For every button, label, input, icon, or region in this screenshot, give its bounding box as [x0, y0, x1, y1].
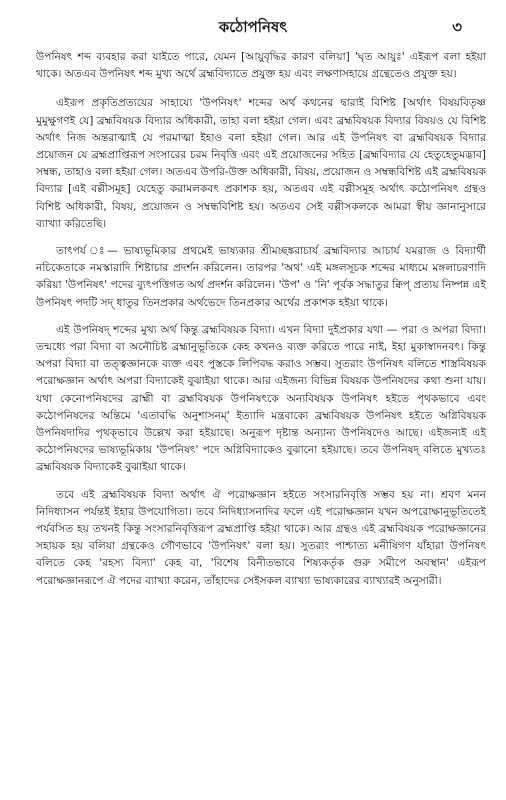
paragraph-continuation: উপনিষৎ শব্দ ব্যবহার করা যাইতে পারে, যেমন [আয়ুবৃদ্ধির কারণ বলিয়া] 'ঘৃত আয়ুঃ' এইরূপ বলা হইয়া থাকে। অতএব উপনিষৎ শব্দ মুখ্য অর্থে ব্রহ্মবিদ্যাতে প্রযুক্ত হয় এবং লক্ষণাসহায়ে গ্রন্থেতেও প্রযুক্ত হয়।	[36, 51, 486, 81]
page-number: ৩	[452, 18, 462, 36]
page-body	[36, 49, 486, 600]
page-header	[0, 16, 506, 40]
paragraph-bhashya-translation: এইরূপ প্রকৃতিপ্রত্যয়ের সাহায্যে 'উপনিষৎ' শব্দের অর্থ কথনের দ্বারাই বিশিষ্ট [অর্থাৎ বিষয়বিতৃষ্ণ মুমুক্ষুগণই যে] ব্রহ্মবিষয়ক বিদ্যার অধিকারী, তাহা বলা হইয়া গেল। এবং ব্রহ্মবিষয়ক বিদ্যার বিষয়ও যে বিশিষ্ট অর্থাৎ নিজ অন্তরাত্মাই যে পরমাত্মা ইহাও বলা হইয়া গেল। আর এই উপনিষৎ বা ব্রহ্মবিষয়ক বিদ্যার প্রয়োজন যে ব্রহ্মপ্রাপ্তিরূপ সংসারের চরম নিবৃত্তি এবং এই প্রয়োজনের সহিত [ব্রহ্মবিদ্যার যে হেতুহেতুমদ্ভাব] সম্বন্ধ, তাহাও বলা হইয়া গেল। অতএব উপরি-উক্ত অধিকারী, বিষয়, প্রয়োজন ও সম্বন্ধবিশিষ্ট এই ব্রহ্মবিষয়ক বিদ্যার [এই বল্লীসমূহ] যেহেতু করামলকবৎ প্রকাশক হয়, অতএব এই বল্লীসমূহ অর্থাৎ কঠোপনিষৎ গ্রন্থও বিশিষ্ট অধিকারী, বিষয়, প্রয়োজন ও সম্বন্ধবিশিষ্ট হয়। অতএব সেই বল্লীসকলকে আমরা স্বীয় জ্ঞানানুসারে ব্যাখ্যা করিতেছি।	[36, 97, 486, 230]
paragraph-conclusion: তবে এই ব্রহ্মবিষয়ক বিদ্যা অর্থাৎ ঐ পরোক্ষজ্ঞান হইতে সংসারনিবৃত্তি সম্ভব হয় না। শ্রবণ মনন নিদিধ্যাসন পর্যন্তই ইহার উপযোগিতা। তবে নিদিধ্যাসনাদির ফলে এই পরোক্ষজ্ঞান যখন অপরোক্ষানুভূতিতেই পর্যবসিত হয় তখনই কিন্তু সংসারনিবৃত্তিরূপ ব্রহ্মপ্রাপ্তি হইয়া থাকে। আর গ্রন্থও এই ব্রহ্মবিষয়ক পরোক্ষজ্ঞানের সহায়ক হয় বলিয়া গ্রন্থকেও গৌণভাবে 'উপনিষৎ' বলা হয়। সুতরাং পাশ্চাত্য মনীষিগণ যাঁহারা উপনিষৎ বলিতে কেহ 'রহস্য বিদ্যা' কেহ বা, 'বিশেষ বিনীতভাবে শিষ্যকর্তৃক গুরু সমীপে অবস্থান' এইরূপ পরোক্ষজ্ঞানরূপে ঐ পদের ব্যাখ্যা করেন, তাঁহাদের সেইসকল ব্যাখ্যা ভাষ্যকারের ব্যাখ্যারই অনুসারী।	[36, 488, 486, 587]
running-title: কঠোপনিষৎ	[218, 18, 288, 36]
paragraph-vidya-types: এই উপনিষদ্ শব্দের মুখ্য অর্থ কিন্তু ব্রহ্মবিষয়ক বিদ্যা। এখন বিদ্যা দুইপ্রকার যথা — পরা ও অপরা বিদ্যা। তন্মধ্যে পরা বিদ্যা বা অনৌচিষ্ট ব্রহ্মানুভূতিকে কেহ কখনও ব্যক্ত করিতে পারে নাই, ইহা মুকাস্বাদনবৎ। কিন্তু অপরা বিদ্যা বা তত্ত্বজ্ঞানকে ব্যক্ত এবং পুস্তকে লিপিবদ্ধ করাও সম্ভব। সুতরাং উপনিষৎ বলিতে শাস্ত্রবিষয়ক পরোক্ষজ্ঞান অর্থাৎ অপরা বিদ্যাকেই বুঝাইয়া থাকে। আর এইজন্য বিভিন্ন বিষয়ক উপনিষদের কথা শুনা যায়। যথা কেনোপনিষদের ব্রাহ্মী বা ব্রহ্মবিষয়ক উপনিষৎকে অন্যবিষয়ক উপনিষৎ হইতে পৃথকভাবে এবং কঠোপনিষদের অন্তিমে 'এতাবদ্ধি অনুশাসনম্' ইত্যাদি মন্ত্রবাক্যে ব্রহ্মবিষয়ক উপনিষৎ হইতে অগ্নিবিষয়ক উপনিষদাদির পৃথক্ভাবে উল্লেখ করা হইয়াছে। অনুরূপ দৃষ্টান্ত অন্যান্য উপনিষদেও আছে। এইজন্যই এই কঠোপনিষদের ভাষ্যভূমিকায় 'উপনিষৎ' পদে অগ্নিবিদ্যাকেও বুঝানো হইয়াছে। তবে উপনিষদ্ বলিতে মুখ্যতঃ ব্রহ্মবিষয়ক বিদ্যাকেই বুঝাইয়া থাকে।	[36, 323, 486, 474]
paragraph-tatparya: তাৎপর্য ঃ— ভাষ্যভূমিকার প্রথমেই ভাষ্যকার শ্রীমচ্ছঙ্করাচার্য ব্রহ্মবিদ্যার আচার্য যমরাজ ও বিদ্যার্থী নচিকেতাকে নমস্কারাদি শিষ্টাচার প্রদর্শন করিলেন। তারপর 'অথ' এই মঙ্গলসূচক শব্দের মাধ্যমে মঙ্গলাচরণাদি করিয়া 'উপনিষৎ' পদের ব্যুৎপত্তিগত অর্থ প্রদর্শন করিলেন। 'উপ' ও 'নি' পূর্বক সদ্ধাতুর ক্বিপ্ প্রত্যয় নিষ্পন্ন এই উপনিষৎ পদটি সদ্ ধাতুর তিনপ্রকার অর্থভেদে তিনপ্রকার অর্থের প্রকাশক হইয়া থাকে।	[36, 245, 486, 309]
